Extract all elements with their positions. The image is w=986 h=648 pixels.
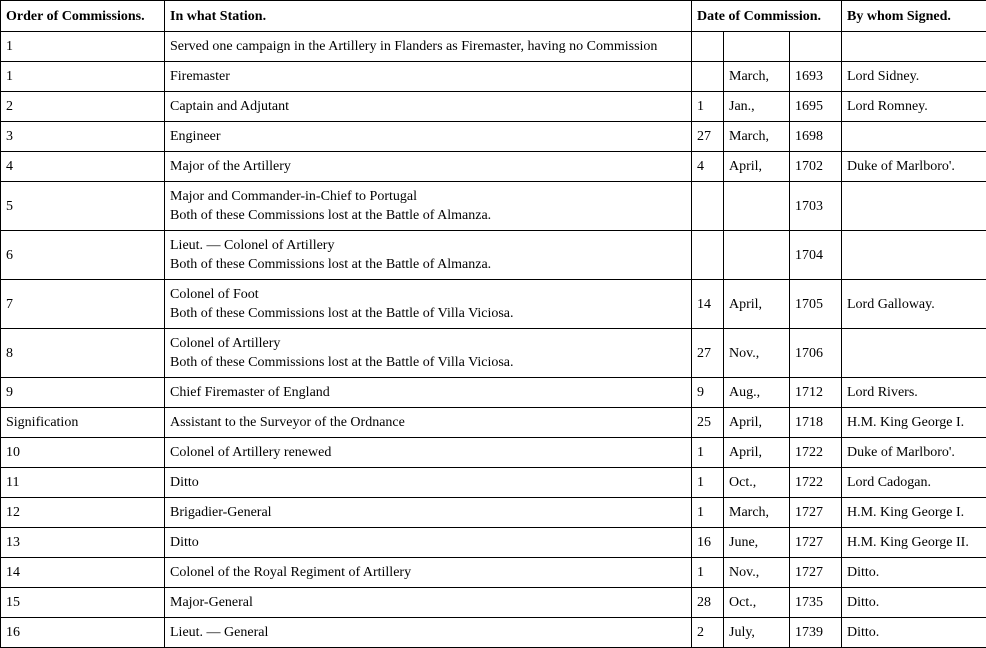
day-cell: 1 xyxy=(692,498,724,528)
station-text: Major-General xyxy=(170,593,686,612)
table-row xyxy=(1,498,986,528)
year-cell: 1698 xyxy=(790,122,842,152)
station-cell xyxy=(165,152,692,182)
month-cell: April, xyxy=(724,438,790,468)
signed-cell: H.M. King George I. xyxy=(842,498,986,528)
table-row xyxy=(1,588,986,618)
signed-cell: Ditto. xyxy=(842,588,986,618)
year-cell: 1722 xyxy=(790,438,842,468)
day-cell: 9 xyxy=(692,378,724,408)
table-row xyxy=(1,122,986,152)
station-text: Colonel of Foot xyxy=(170,285,686,304)
station-text: Captain and Adjutant xyxy=(170,97,686,116)
header-date: Date of Commission. xyxy=(692,1,842,32)
day-cell: 4 xyxy=(692,152,724,182)
table-row xyxy=(1,280,986,329)
order-cell: Signification xyxy=(1,408,165,438)
month-cell: Oct., xyxy=(724,588,790,618)
order-cell: 7 xyxy=(1,280,165,329)
year-cell: 1712 xyxy=(790,378,842,408)
signed-cell: Ditto. xyxy=(842,618,986,648)
year-cell: 1727 xyxy=(790,558,842,588)
station-cell xyxy=(165,528,692,558)
table-row xyxy=(1,528,986,558)
order-cell: 1 xyxy=(1,32,165,62)
station-cell xyxy=(165,558,692,588)
station-cell xyxy=(165,329,692,378)
month-cell: March, xyxy=(724,122,790,152)
month-cell: Aug., xyxy=(724,378,790,408)
table-row xyxy=(1,231,986,280)
station-note: Both of these Commissions lost at the Battle of Villa Viciosa. xyxy=(170,353,686,372)
station-text: Colonel of Artillery renewed xyxy=(170,443,686,462)
table-row xyxy=(1,468,986,498)
table-row xyxy=(1,182,986,231)
station-cell xyxy=(165,32,692,62)
table-row xyxy=(1,152,986,182)
station-text: Major and Commander-in-Chief to Portugal xyxy=(170,187,686,206)
day-cell: 1 xyxy=(692,92,724,122)
order-cell: 5 xyxy=(1,182,165,231)
signed-cell xyxy=(842,231,986,280)
table-row xyxy=(1,32,986,62)
station-text: Colonel of Artillery xyxy=(170,334,686,353)
station-cell xyxy=(165,618,692,648)
year-cell xyxy=(790,32,842,62)
order-cell: 13 xyxy=(1,528,165,558)
day-cell: 2 xyxy=(692,618,724,648)
month-cell xyxy=(724,231,790,280)
day-cell: 1 xyxy=(692,558,724,588)
day-cell: 25 xyxy=(692,408,724,438)
station-text: Assistant to the Surveyor of the Ordnance xyxy=(170,413,686,432)
day-cell xyxy=(692,62,724,92)
month-cell: March, xyxy=(724,498,790,528)
day-cell xyxy=(692,231,724,280)
order-cell: 16 xyxy=(1,618,165,648)
day-cell: 1 xyxy=(692,468,724,498)
order-cell: 14 xyxy=(1,558,165,588)
station-note: Both of these Commissions lost at the Battle of Villa Viciosa. xyxy=(170,304,686,323)
year-cell: 1718 xyxy=(790,408,842,438)
month-cell: April, xyxy=(724,280,790,329)
order-cell: 6 xyxy=(1,231,165,280)
station-text: Major of the Artillery xyxy=(170,157,686,176)
station-text: Served one campaign in the Artillery in Flanders as Firemaster, having no Commission xyxy=(170,37,686,56)
table-row xyxy=(1,618,986,648)
year-cell: 1739 xyxy=(790,618,842,648)
station-cell xyxy=(165,468,692,498)
day-cell: 1 xyxy=(692,438,724,468)
signed-cell xyxy=(842,182,986,231)
day-cell: 27 xyxy=(692,329,724,378)
station-text: Ditto xyxy=(170,473,686,492)
month-cell: Jan., xyxy=(724,92,790,122)
signed-cell xyxy=(842,32,986,62)
order-cell: 15 xyxy=(1,588,165,618)
order-cell: 10 xyxy=(1,438,165,468)
order-cell: 11 xyxy=(1,468,165,498)
month-cell: Nov., xyxy=(724,329,790,378)
signed-cell: Lord Cadogan. xyxy=(842,468,986,498)
table-row xyxy=(1,92,986,122)
order-cell: 2 xyxy=(1,92,165,122)
header-order: Order of Commissions. xyxy=(1,1,165,32)
signed-cell: Ditto. xyxy=(842,558,986,588)
signed-cell: H.M. King George II. xyxy=(842,528,986,558)
table-row xyxy=(1,62,986,92)
signed-cell: Lord Sidney. xyxy=(842,62,986,92)
station-text: Colonel of the Royal Regiment of Artillery xyxy=(170,563,686,582)
station-note: Both of these Commissions lost at the Battle of Almanza. xyxy=(170,255,686,274)
station-cell xyxy=(165,182,692,231)
signed-cell xyxy=(842,122,986,152)
station-cell xyxy=(165,92,692,122)
order-cell: 3 xyxy=(1,122,165,152)
station-cell xyxy=(165,62,692,92)
year-cell: 1722 xyxy=(790,468,842,498)
year-cell: 1693 xyxy=(790,62,842,92)
station-cell xyxy=(165,408,692,438)
station-cell xyxy=(165,588,692,618)
month-cell: April, xyxy=(724,408,790,438)
day-cell xyxy=(692,32,724,62)
header-signed: By whom Signed. xyxy=(842,1,986,32)
month-cell: March, xyxy=(724,62,790,92)
day-cell: 14 xyxy=(692,280,724,329)
table-row xyxy=(1,378,986,408)
station-cell xyxy=(165,231,692,280)
table-row xyxy=(1,438,986,468)
signed-cell: Duke of Marlboro'. xyxy=(842,152,986,182)
order-cell: 12 xyxy=(1,498,165,528)
station-text: Ditto xyxy=(170,533,686,552)
header-row xyxy=(1,1,986,32)
station-cell xyxy=(165,122,692,152)
month-cell: July, xyxy=(724,618,790,648)
station-cell xyxy=(165,438,692,468)
station-text: Firemaster xyxy=(170,67,686,86)
month-cell: Nov., xyxy=(724,558,790,588)
order-cell: 4 xyxy=(1,152,165,182)
year-cell: 1695 xyxy=(790,92,842,122)
month-cell: Oct., xyxy=(724,468,790,498)
day-cell: 16 xyxy=(692,528,724,558)
station-text: Lieut. — Colonel of Artillery xyxy=(170,236,686,255)
signed-cell: Lord Rivers. xyxy=(842,378,986,408)
year-cell: 1727 xyxy=(790,528,842,558)
year-cell: 1702 xyxy=(790,152,842,182)
table-row xyxy=(1,558,986,588)
month-cell: April, xyxy=(724,152,790,182)
station-text: Engineer xyxy=(170,127,686,146)
year-cell: 1705 xyxy=(790,280,842,329)
order-cell: 1 xyxy=(1,62,165,92)
station-cell xyxy=(165,280,692,329)
station-note: Both of these Commissions lost at the Battle of Almanza. xyxy=(170,206,686,225)
month-cell xyxy=(724,182,790,231)
station-cell xyxy=(165,498,692,528)
station-text: Chief Firemaster of England xyxy=(170,383,686,402)
year-cell: 1704 xyxy=(790,231,842,280)
signed-cell: Lord Romney. xyxy=(842,92,986,122)
table-row xyxy=(1,408,986,438)
month-cell: June, xyxy=(724,528,790,558)
day-cell: 27 xyxy=(692,122,724,152)
year-cell: 1735 xyxy=(790,588,842,618)
signed-cell xyxy=(842,329,986,378)
year-cell: 1727 xyxy=(790,498,842,528)
signed-cell: Duke of Marlboro'. xyxy=(842,438,986,468)
signed-cell: H.M. King George I. xyxy=(842,408,986,438)
header-station: In what Station. xyxy=(165,1,692,32)
day-cell xyxy=(692,182,724,231)
day-cell: 28 xyxy=(692,588,724,618)
station-text: Brigadier-General xyxy=(170,503,686,522)
signed-cell: Lord Galloway. xyxy=(842,280,986,329)
year-cell: 1703 xyxy=(790,182,842,231)
table-row xyxy=(1,329,986,378)
order-cell: 8 xyxy=(1,329,165,378)
month-cell xyxy=(724,32,790,62)
station-text: Lieut. — General xyxy=(170,623,686,642)
station-cell xyxy=(165,378,692,408)
order-cell: 9 xyxy=(1,378,165,408)
year-cell: 1706 xyxy=(790,329,842,378)
table-body xyxy=(1,32,986,648)
